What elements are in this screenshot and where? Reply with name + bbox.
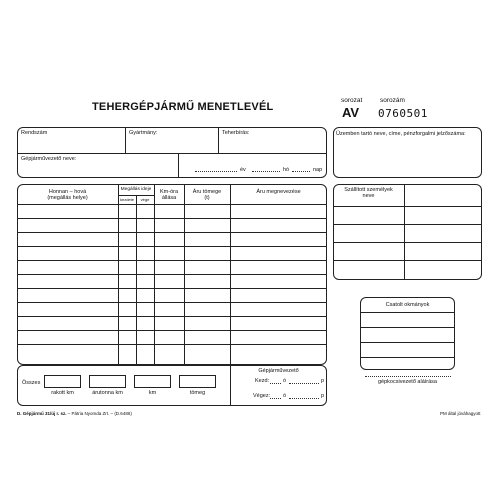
- number-label: sorozám: [380, 97, 405, 104]
- driver-label: Gépjárművezető: [258, 368, 299, 374]
- driver-name-label: Gépjárművezető neve:: [21, 156, 77, 162]
- start-label: Kezd:: [255, 378, 270, 384]
- make-label: Gyártmány:: [129, 130, 158, 136]
- operator-label: Üzemben tartó neve, címe, pénzforgalmi jelzőszáma:: [336, 131, 466, 137]
- plate-label: Rendszám: [21, 130, 48, 136]
- persons-header: Szállított személyek neve: [344, 187, 393, 199]
- loaded-km-label: rakott km: [51, 390, 74, 396]
- end-label: Végez:: [253, 393, 271, 399]
- series-label: sorozat: [341, 97, 363, 104]
- ton-km-label: árutonna km: [92, 390, 123, 396]
- start-minute-label: p: [321, 378, 325, 384]
- serial-number: 0760501: [378, 107, 428, 120]
- form-code: [17, 411, 132, 416]
- col-weight: Áru tömege (t): [192, 189, 222, 201]
- km-field[interactable]: [134, 375, 171, 388]
- documents-header: Csatolt okmányok: [385, 302, 430, 308]
- month-label: hó: [283, 167, 290, 173]
- tonnage-label: tömeg: [189, 390, 206, 396]
- end-hour-label: ó: [283, 393, 287, 399]
- col-km: Km-óra állása: [159, 189, 179, 201]
- signature-label: gépkocsivezető aláírása: [377, 379, 437, 385]
- form-code-bold: D. Gépjármű 31/új r. sz.: [17, 411, 67, 416]
- loaded-km-field[interactable]: [44, 375, 81, 388]
- end-minute-label: p: [321, 393, 325, 399]
- approval-note: PM által jóváhagyott: [440, 411, 481, 416]
- ton-km-field[interactable]: [89, 375, 126, 388]
- series-value: AV: [342, 105, 360, 120]
- tonnage-field[interactable]: [179, 375, 216, 388]
- col-end: vége: [140, 197, 150, 202]
- form-code-rest: – Pátria Nyomda Zrt. – (D.6486): [67, 411, 132, 416]
- col-start: kezdete: [119, 197, 134, 202]
- document-title: TEHERGÉPJÁRMŰ MENETLEVÉL: [92, 101, 274, 113]
- total-label: Összes: [22, 380, 41, 386]
- col-from-to: Honnan – hová (megállás helye): [47, 189, 88, 201]
- day-label: nap: [313, 167, 323, 173]
- start-hour-label: ó: [283, 378, 287, 384]
- km-label: km: [148, 390, 157, 396]
- col-goods: Áru megnevezése: [256, 189, 301, 195]
- capacity-label: Teherbírás:: [222, 130, 250, 136]
- col-stop-time: Megállás ideje: [120, 187, 152, 192]
- year-label: év: [240, 167, 246, 173]
